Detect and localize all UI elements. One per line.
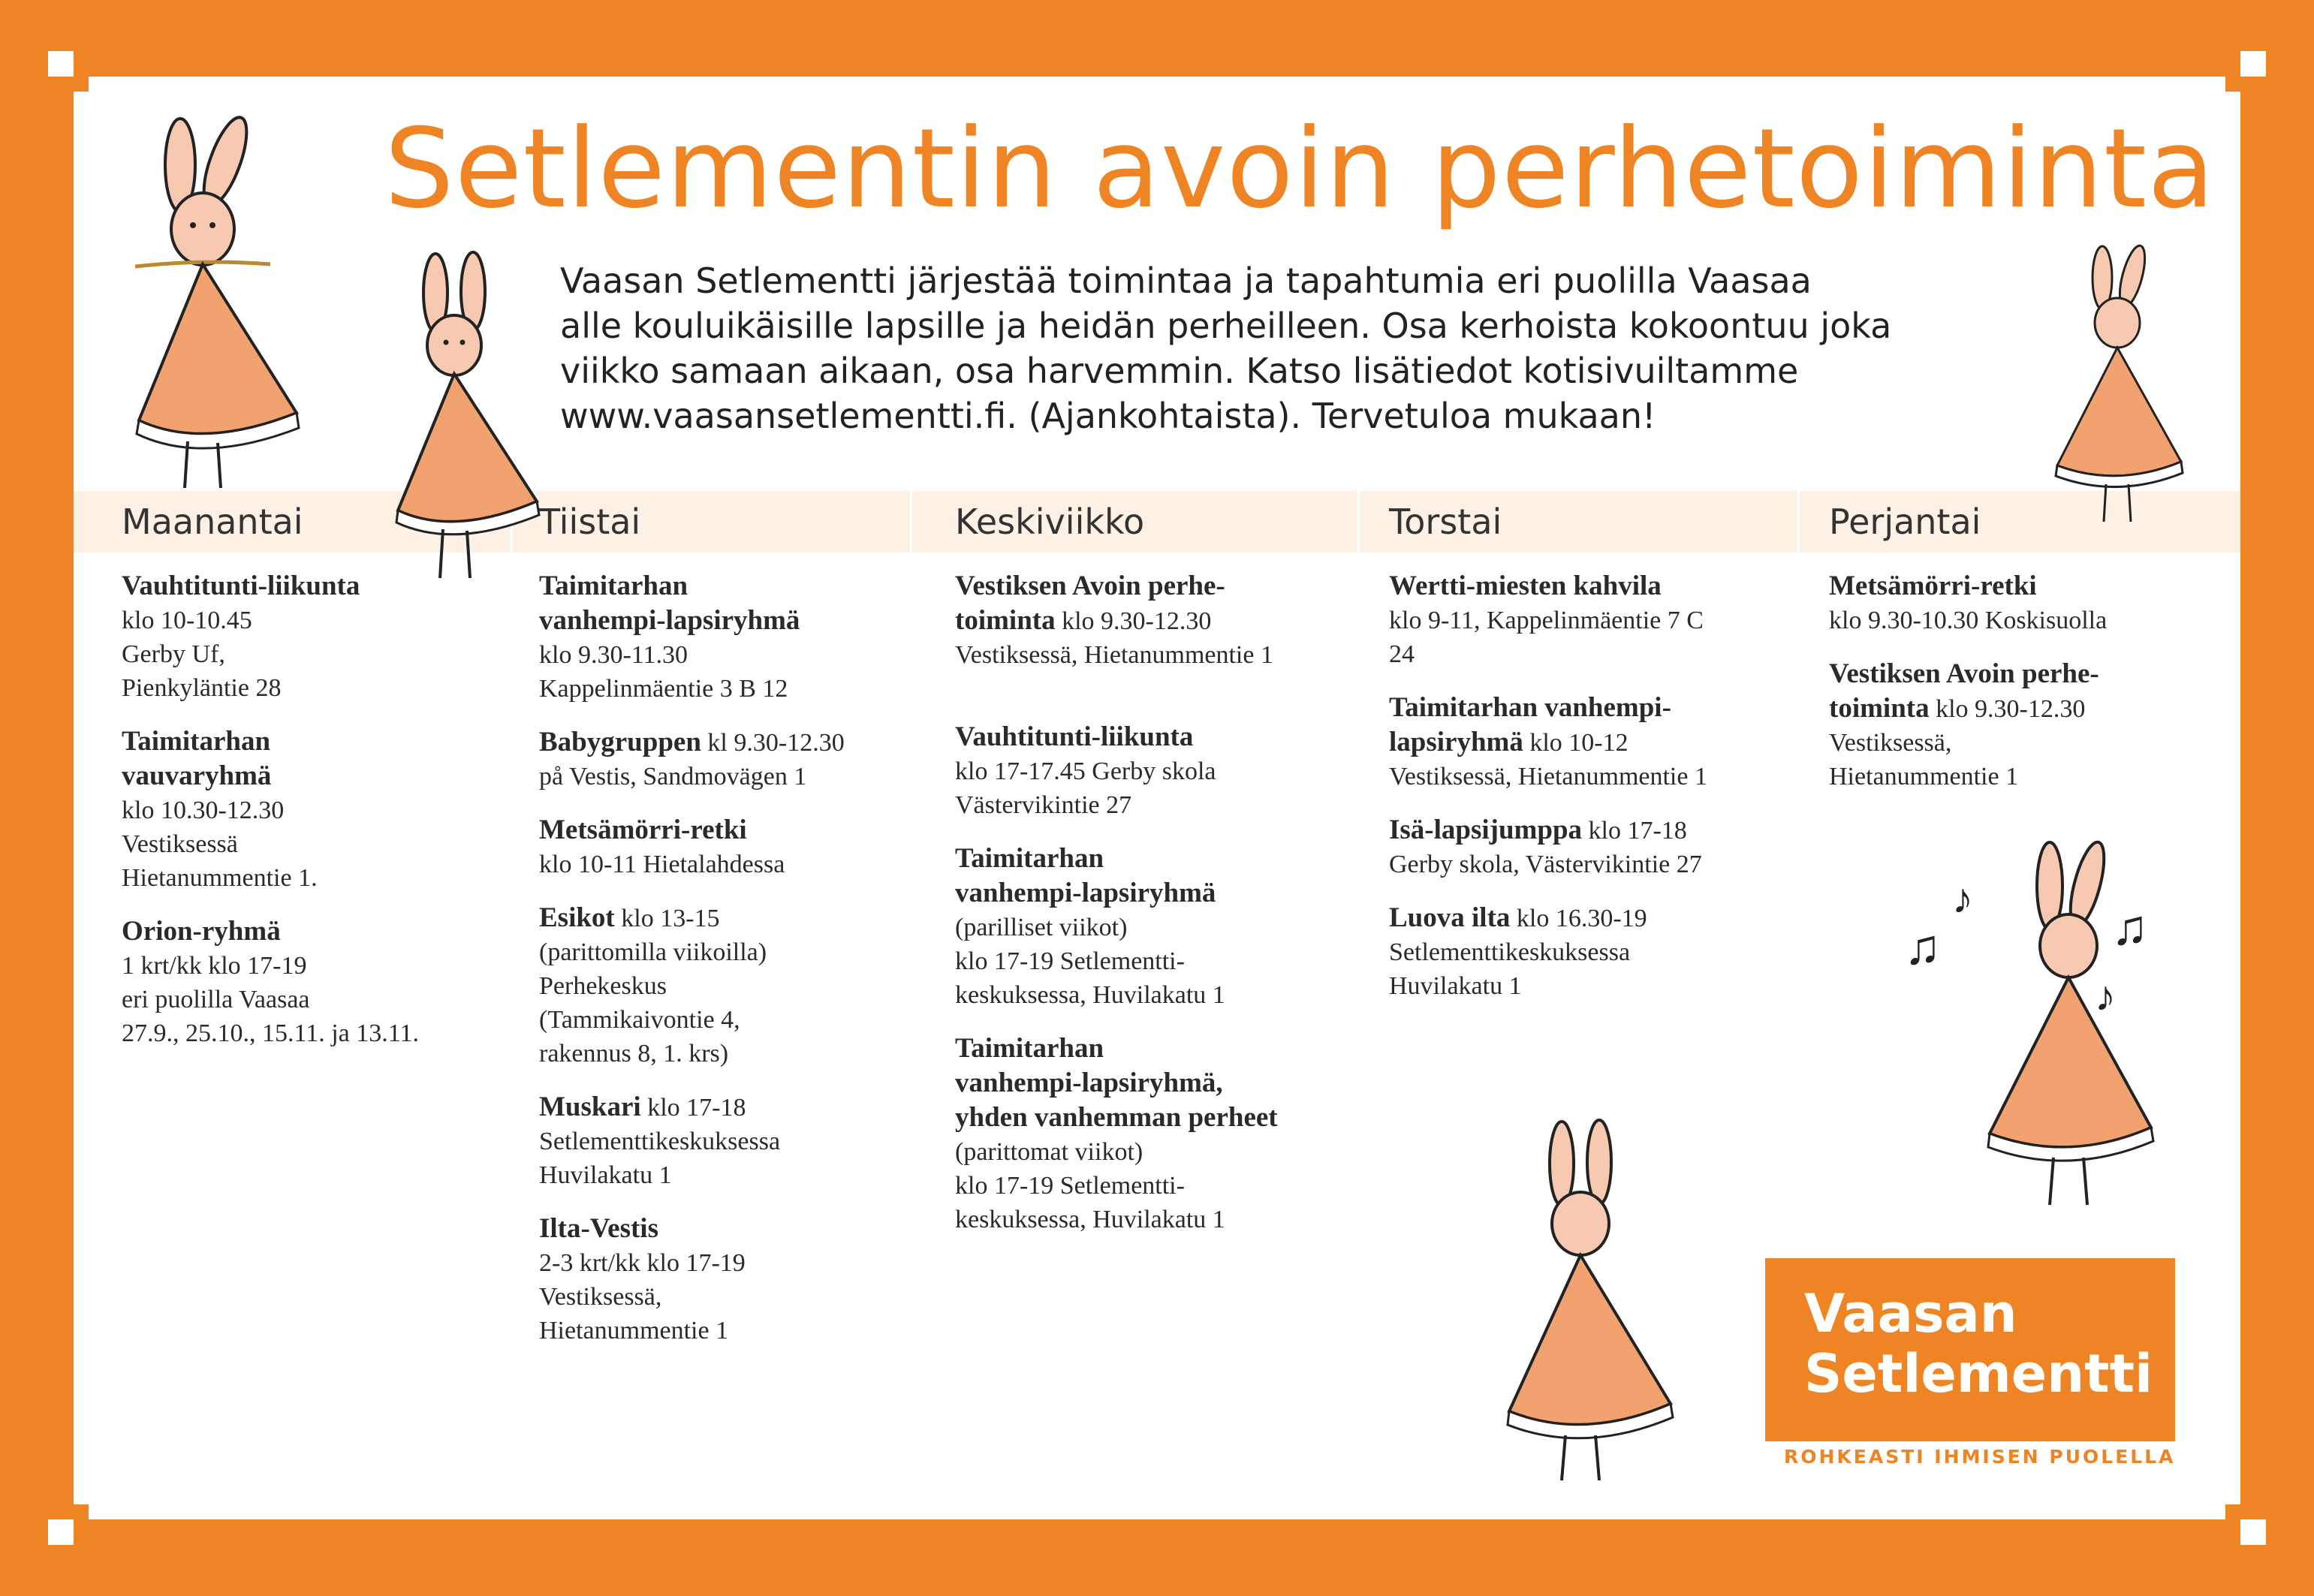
entry-line [539, 1125, 914, 1158]
entry-line [1389, 760, 1794, 793]
bunny-illustration [1967, 833, 2162, 1209]
entry-line [539, 1037, 914, 1071]
day-header-maanantai: Maanantai [122, 501, 303, 542]
entry-title: Orion-ryhmä [122, 916, 281, 947]
entry-title: Muskari [539, 1092, 641, 1122]
schedule-column-maanantai [122, 569, 512, 1070]
entry-line [539, 604, 914, 638]
schedule-entry [539, 901, 914, 1071]
schedule-entry [955, 1031, 1360, 1236]
entry-line [539, 1212, 914, 1246]
logo-box [1765, 1258, 2175, 1441]
entry-title: vanhempi-lapsiryhmä, [955, 1068, 1223, 1098]
schedule-entry [122, 914, 512, 1050]
entry-title: toiminta [955, 605, 1056, 636]
page-title: Setlementin avoin perhetoiminta [384, 105, 2216, 233]
schedule-entry [1829, 657, 2159, 793]
entry-line [539, 725, 914, 760]
entry-text: Vestiksessä [122, 830, 238, 858]
entry-line [1389, 691, 1794, 725]
corner-ornament [74, 77, 89, 92]
entry-line [122, 793, 512, 827]
entry-line [1389, 848, 1794, 881]
entry-line [539, 969, 914, 1003]
entry-text: klo 17-17.45 Gerby skola [955, 757, 1216, 785]
entry-title: lapsiryhmä [1389, 727, 1523, 757]
entry-text: klo 9-11, Kappelinmäentie 7 C [1389, 607, 1704, 634]
entry-text: (Tammikaivontie 4, [539, 1006, 740, 1034]
entry-line [955, 1169, 1360, 1203]
corner-ornament [2225, 1504, 2240, 1519]
entry-line [1829, 691, 2159, 726]
entry-line [955, 911, 1360, 944]
entry-text: Setlementtikeskuksessa [539, 1128, 781, 1155]
band-divider [1797, 491, 1800, 553]
entry-text: (parittomat viikot) [955, 1138, 1143, 1166]
schedule-entry [955, 842, 1360, 1012]
bunny-illustration [1494, 1111, 1689, 1486]
entry-title: Wertti-miesten kahvila [1389, 571, 1662, 601]
schedule-entry [1389, 569, 1794, 671]
entry-text: Pienkyläntie 28 [122, 674, 282, 702]
day-header-tiistai: Tiistai [539, 501, 641, 542]
entry-line [955, 944, 1360, 978]
entry-line [955, 978, 1360, 1012]
entry-line [1389, 569, 1794, 604]
intro-line: viikko samaan aikaan, osa harvemmin. Katso lisätiedot kotisivuiltamme [560, 351, 1799, 391]
entry-line [1389, 901, 1794, 935]
entry-text: rakennus 8, 1. krs) [539, 1040, 729, 1068]
entry-title: Metsämörri-retki [539, 815, 747, 845]
entry-line [955, 1203, 1360, 1236]
entry-text: 1 krt/kk klo 17-19 [122, 952, 307, 980]
entry-line [122, 861, 512, 895]
entry-line [539, 1246, 914, 1280]
entry-text: Huvilakatu 1 [539, 1161, 672, 1189]
intro-line: Vaasan Setlementti järjestää toimintaa ja tapahtumia eri puolilla Vaasaa [560, 260, 1812, 301]
entry-text: Setlementtikeskuksessa [1389, 938, 1631, 966]
entry-line [122, 724, 512, 759]
day-header-perjantai: Perjantai [1829, 501, 1981, 542]
entry-line [122, 759, 512, 793]
entry-line [539, 760, 914, 793]
entry-title: Vestiksen Avoin perhe- [1829, 658, 2099, 689]
music-note-icon: ♫ [2111, 901, 2149, 956]
entry-text: Västervikintie 27 [955, 791, 1132, 819]
music-note-icon: ♪ [2095, 974, 2116, 1020]
bunny-illustration [105, 98, 330, 495]
entry-text: Huvilakatu 1 [1389, 972, 1522, 1000]
entry-line [955, 569, 1360, 604]
entry-title: Ilta-Vestis [539, 1213, 658, 1244]
entry-line [122, 637, 512, 671]
entry-title: vanhempi-lapsiryhmä [955, 878, 1216, 908]
entry-line [955, 638, 1360, 672]
logo-line: Setlementti [1804, 1343, 2153, 1405]
schedule-entry [1389, 813, 1794, 881]
schedule-entry [1829, 569, 2159, 637]
corner-ornament [2240, 51, 2266, 77]
schedule-column-keskiviikko [955, 569, 1360, 1256]
band-divider [910, 491, 912, 553]
schedule-column-torstai [1389, 569, 1794, 1022]
entry-line [1829, 726, 2159, 760]
intro-text [560, 258, 1987, 438]
logo-line: Vaasan [1804, 1283, 2017, 1345]
entry-text: Perhekeskus [539, 972, 667, 1000]
corner-ornament [2240, 1519, 2266, 1545]
entry-text: 24 [1389, 640, 1415, 668]
entry-text: Vestiksessä, Hietanummentie 1 [1389, 763, 1707, 790]
entry-line [955, 754, 1360, 788]
entry-line [122, 827, 512, 861]
entry-title: toiminta [1829, 693, 1930, 724]
schedule-entry [122, 724, 512, 895]
schedule-entry [539, 1212, 914, 1348]
entry-text: klo 10-10.45 [122, 607, 252, 634]
entry-line [539, 1280, 914, 1314]
entry-line [955, 1135, 1360, 1169]
entry-line [1389, 969, 1794, 1003]
entry-title: yhden vanhemman perheet [955, 1102, 1278, 1133]
entry-title: Babygruppen [539, 727, 701, 757]
schedule-column-perjantai [1829, 569, 2159, 813]
entry-text: Vestiksessä, Hietanummentie 1 [955, 641, 1273, 669]
entry-line [955, 1031, 1360, 1066]
entry-text: Gerby skola, Västervikintie 27 [1389, 851, 1702, 878]
music-note-icon: ♪ [1952, 876, 1973, 923]
schedule-entry [539, 725, 914, 793]
entry-text: klo 13-15 [614, 905, 720, 932]
entry-line [955, 842, 1360, 876]
entry-title: vauvaryhmä [122, 760, 272, 791]
entry-title: Taimitarhan [955, 1033, 1104, 1064]
entry-title: Taimitarhan [955, 843, 1104, 874]
entry-text: Hietanummentie 1 [539, 1317, 729, 1345]
bunny-illustration [383, 240, 548, 586]
entry-line [122, 1016, 512, 1050]
entry-text: klo 10-11 Hietalahdessa [539, 851, 785, 878]
entry-text: kl 9.30-12.30 [701, 729, 845, 757]
entry-line [122, 949, 512, 983]
entry-line [539, 672, 914, 706]
entry-line [122, 604, 512, 637]
entry-title: Vauhtitunti-liikunta [955, 721, 1194, 752]
band-divider [1357, 491, 1360, 553]
schedule-entry [539, 813, 914, 881]
bunny-illustration [2042, 240, 2192, 525]
entry-text: klo 16.30-19 [1510, 905, 1647, 932]
entry-line [539, 1090, 914, 1125]
entry-line [539, 1003, 914, 1037]
entry-line [1829, 604, 2159, 637]
entry-line [539, 569, 914, 604]
entry-line [955, 604, 1360, 638]
entry-text: Kappelinmäentie 3 B 12 [539, 675, 788, 703]
entry-text: 27.9., 25.10., 15.11. ja 13.11. [122, 1019, 420, 1047]
entry-line [1389, 935, 1794, 969]
schedule-column-tiistai [539, 569, 914, 1367]
entry-title: Taimitarhan [122, 726, 271, 757]
entry-text: klo 17-19 Setlementti- [955, 1172, 1185, 1200]
entry-line [1389, 725, 1794, 760]
entry-title: Metsämörri-retki [1829, 571, 2037, 601]
entry-text: klo 9.30-10.30 Koskisuolla [1829, 607, 2108, 634]
music-note-icon: ♫ [1904, 920, 1942, 975]
schedule-entry [122, 569, 512, 705]
intro-line: alle kouluikäisille lapsille ja heidän perheilleen. Osa kerhoista kokoontuu joka [560, 306, 1892, 346]
schedule-entry [955, 720, 1360, 822]
entry-text: klo 9.30-12.30 [1055, 607, 1212, 635]
entry-title: Vauhtitunti-liikunta [122, 571, 360, 601]
schedule-entry [1389, 901, 1794, 1003]
entry-line [539, 935, 914, 969]
entry-title: Vestiksen Avoin perhe- [955, 571, 1225, 601]
corner-ornament [74, 1504, 89, 1519]
entry-line [539, 901, 914, 935]
entry-line [539, 813, 914, 848]
entry-text: Hietanummentie 1. [122, 864, 318, 892]
schedule-entry [1389, 691, 1794, 793]
entry-text: klo 10-12 [1523, 729, 1629, 757]
entry-text: keskuksessa, Huvilakatu 1 [955, 981, 1225, 1009]
entry-text: klo 10.30-12.30 [122, 796, 285, 824]
entry-title: Isä-lapsijumppa [1389, 815, 1583, 845]
entry-line [539, 848, 914, 881]
entry-line [539, 638, 914, 672]
entry-text: Vestiksessä, [1829, 729, 1952, 757]
entry-line [122, 671, 512, 705]
entry-line [955, 720, 1360, 754]
entry-title: Taimitarhan [539, 571, 688, 601]
corner-ornament [48, 1519, 74, 1545]
entry-text: eri puolilla Vaasaa [122, 986, 310, 1013]
corner-ornament [48, 51, 74, 77]
corner-ornament [2225, 77, 2240, 92]
entry-line [122, 914, 512, 949]
entry-text: (parittomilla viikoilla) [539, 938, 767, 966]
entry-text: Vestiksessä, [539, 1283, 662, 1311]
entry-line [955, 788, 1360, 822]
entry-text: klo 17-18 [1582, 817, 1687, 845]
spacer [955, 691, 1360, 720]
entry-line [539, 1314, 914, 1348]
entry-line [539, 1158, 914, 1192]
entry-line [955, 1101, 1360, 1135]
entry-title: Taimitarhan vanhempi- [1389, 692, 1671, 723]
entry-line [1829, 569, 2159, 604]
entry-text: på Vestis, Sandmovägen 1 [539, 763, 807, 790]
schedule-entry [539, 1090, 914, 1192]
entry-text: 2-3 krt/kk klo 17-19 [539, 1249, 746, 1277]
entry-line [1829, 657, 2159, 691]
entry-line [955, 876, 1360, 911]
schedule-entry [539, 569, 914, 706]
entry-text: (parilliset viikot) [955, 914, 1128, 941]
entry-text: klo 17-18 [640, 1094, 746, 1122]
schedule-entry [955, 569, 1360, 672]
intro-line: www.vaasansetlementti.fi. (Ajankohtaista). Tervetuloa mukaan! [560, 396, 1656, 436]
entry-text: klo 17-19 Setlementti- [955, 947, 1185, 975]
entry-title: vanhempi-lapsiryhmä [539, 605, 800, 636]
entry-text: Hietanummentie 1 [1829, 763, 2019, 790]
entry-line [1389, 604, 1794, 637]
entry-line [1829, 760, 2159, 793]
entry-text: klo 9.30-11.30 [539, 641, 688, 669]
entry-text: Gerby Uf, [122, 640, 225, 668]
logo-tagline: ROHKEASTI IHMISEN PUOLELLA [1784, 1446, 2176, 1468]
entry-text: keskuksessa, Huvilakatu 1 [955, 1206, 1225, 1233]
entry-line [1389, 813, 1794, 848]
entry-title: Esikot [539, 902, 615, 933]
entry-text: klo 9.30-12.30 [1929, 695, 2086, 723]
day-header-keskiviikko: Keskiviikko [955, 501, 1145, 542]
entry-title: Luova ilta [1389, 902, 1511, 933]
entry-line [1389, 637, 1794, 671]
entry-line [955, 1066, 1360, 1101]
day-header-torstai: Torstai [1389, 501, 1502, 542]
entry-line [122, 983, 512, 1016]
